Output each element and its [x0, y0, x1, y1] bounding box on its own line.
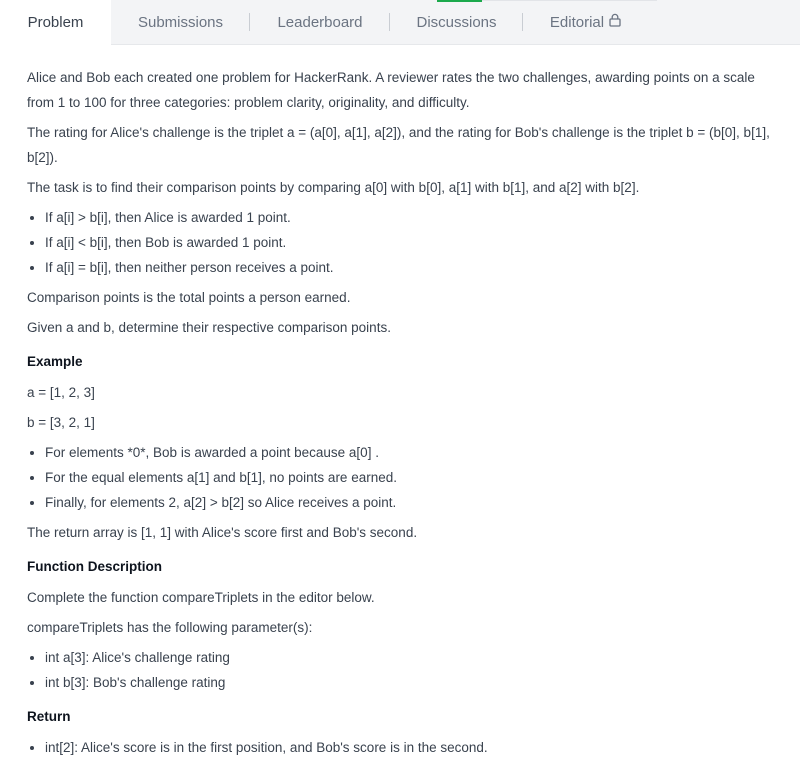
params-intro: compareTriplets has the following parameter(s): [27, 620, 313, 635]
tab-leaderboard[interactable] [250, 0, 390, 44]
tab-label: Leaderboard [277, 13, 363, 31]
example-list [27, 440, 773, 515]
list-item: • If a[i] = b[i], then neither person receives a point. [45, 255, 773, 280]
list-item: • If a[i] < b[i], then Bob is awarded 1 point. [45, 230, 773, 255]
list-item: • int b[3]: Bob's challenge rating [45, 670, 773, 695]
rules-list [27, 205, 773, 280]
return-list [27, 735, 773, 760]
list-item: • For elements *0*, Bob is awarded a point because a[0] . [45, 440, 773, 465]
list-item: • For the equal elements a[1] and b[1], no points are earned. [45, 465, 773, 490]
return-array-paragraph: The return array is [1, 1] with Alice's score first and Bob's second. [27, 525, 418, 540]
list-item: • If a[i] > b[i], then Alice is awarded 1 point. [45, 205, 773, 230]
given-paragraph: Given a and b, determine their respective comparison points. [27, 320, 391, 335]
ratings-paragraph: The rating for Alice's challenge is the triplet a = (a[0], a[1], a[2]), and the rating for Bob's challenge is the triplet b = (b[0], b[1], b[2]). [27, 125, 770, 165]
tab-discussions[interactable] [390, 0, 523, 44]
list-item: • Finally, for elements 2, a[2] > b[2] so Alice receives a point. [45, 490, 773, 515]
tab-label: Editorial [549, 13, 605, 31]
tab-label: Submissions [137, 13, 224, 31]
intro-paragraph: Alice and Bob each created one problem for HackerRank. A reviewer rates the two challenges, awarding points on a scale from 1 to 100 for three categories: problem clarity, originality, and difficulty. [27, 70, 755, 110]
comparison-definition: Comparison points is the total points a person earned. [27, 290, 351, 305]
example-heading: Example [27, 354, 83, 369]
example-b: b = [3, 2, 1] [27, 415, 95, 430]
params-list [27, 645, 773, 695]
list-item: • int a[3]: Alice's challenge rating [45, 645, 773, 670]
tab-label: Discussions [416, 13, 497, 31]
tab-label: Problem [27, 14, 84, 31]
list-item: • int[2]: Alice's score is in the first position, and Bob's score is in the second. [45, 735, 773, 760]
problem-statement [0, 45, 800, 760]
problem-tabs [0, 0, 800, 45]
return-heading: Return [27, 709, 71, 724]
tab-submissions[interactable] [111, 0, 250, 44]
function-description: Complete the function compareTriplets in the editor below. [27, 590, 375, 605]
tab-problem[interactable] [0, 0, 111, 45]
example-a: a = [1, 2, 3] [27, 385, 95, 400]
task-paragraph: The task is to find their comparison points by comparing a[0] with b[0], a[1] with b[1], and a[2] with b[2]. [27, 180, 640, 195]
tab-editorial[interactable] [523, 0, 648, 44]
lock-icon [609, 13, 621, 31]
function-description-heading: Function Description [27, 559, 162, 574]
